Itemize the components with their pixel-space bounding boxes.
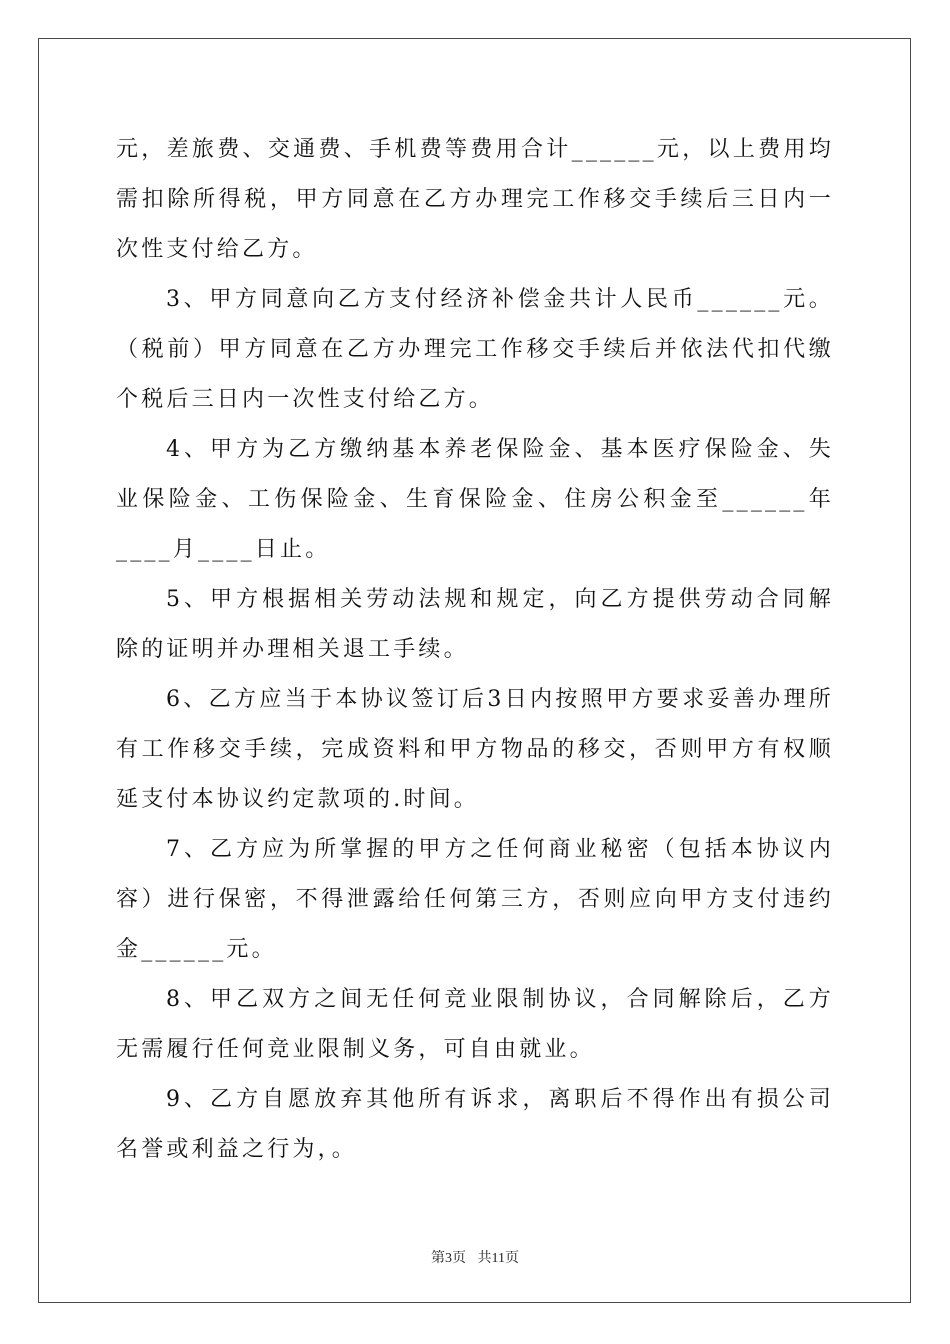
paragraph-item-5: 5、甲方根据相关劳动法规和规定，向乙方提供劳动合同解除的证明并办理相关退工手续。	[116, 587, 834, 662]
paragraph-item-8: 8、甲乙双方之间无任何竞业限制协议，合同解除后，乙方无需履行任何竞业限制义务，可自由就业。	[116, 987, 834, 1062]
page-footer	[0, 1247, 950, 1267]
paragraph-item-9: 9、乙方自愿放弃其他所有诉求，离职后不得作出有损公司名誉或利益之行为，。	[116, 1087, 834, 1162]
total-pages: 共11页	[477, 1251, 519, 1266]
document-body	[116, 125, 834, 1175]
paragraph-item-3: 3、甲方同意向乙方支付经济补偿金共计人民币______元。（税前）甲方同意在乙方办理完工作移交手续后并依法代扣代缴个税后三日内一次性支付给乙方。	[116, 287, 834, 412]
paragraph-item-6: 6、乙方应当于本协议签订后3日内按照甲方要求妥善办理所有工作移交手续，完成资料和甲方物品的移交，否则甲方有权顺延支付本协议约定款项的.时间。	[116, 687, 834, 812]
paragraph-item-4: 4、甲方为乙方缴纳基本养老保险金、基本医疗保险金、失业保险金、工伤保险金、生育保险金、住房公积金至______年____月____日止。	[116, 437, 834, 562]
paragraph-item-7: 7、乙方应为所掌握的甲方之任何商业秘密（包括本协议内容）进行保密，不得泄露给任何第三方，否则应向甲方支付违约金______元。	[116, 837, 834, 962]
paragraph-1: 元，差旅费、交通费、手机费等费用合计______元，以上费用均需扣除所得税，甲方同意在乙方办理完工作移交手续后三日内一次性支付给乙方。	[116, 137, 834, 262]
page-number: 第3页	[431, 1251, 466, 1266]
